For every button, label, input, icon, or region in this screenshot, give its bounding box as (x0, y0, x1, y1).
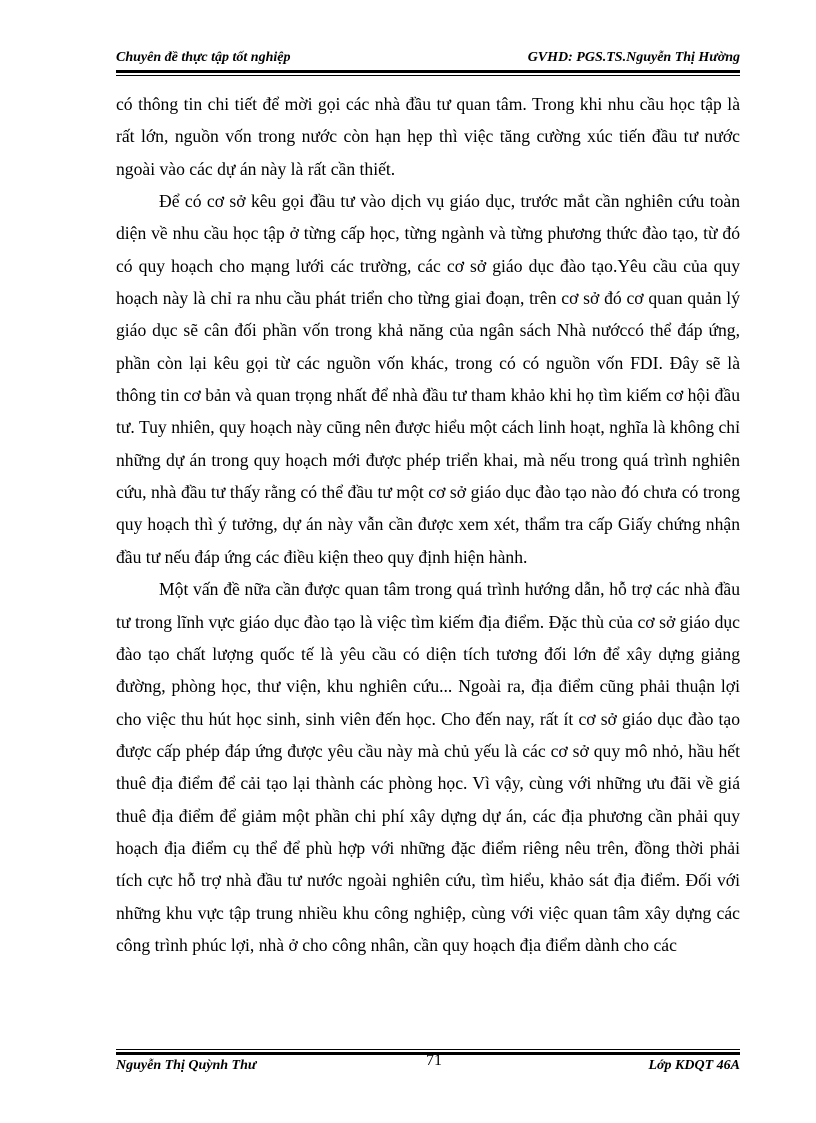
header-supervisor: GVHD: PGS.TS.Nguyễn Thị Hường (527, 50, 740, 65)
page-body (116, 88, 740, 961)
header-rule-thin (116, 75, 740, 76)
header-rule-thick (116, 70, 740, 73)
page-header (116, 48, 740, 72)
header-document-title: Chuyên đề thực tập tốt nghiệp (116, 50, 291, 65)
page-footer (116, 1052, 740, 1078)
paragraph-location-search: Một vấn đề nữa cần được quan tâm trong quá trình hướng dẫn, hỗ trợ các nhà đầu tư trong lĩnh vực giáo dục đào tạo là việc tìm kiếm địa điểm. Đặc thù của cơ sở giáo dục đào tạo chất lượng quốc tế là yêu cầu có diện tích tương đối lớn để xây dựng giảng đường, phòng học, thư viện, khu nghiên cứu... Ngoài ra, địa điểm cũng phải thuận lợi cho việc thu hút học sinh, sinh viên đến học. Cho đến nay, rất ít cơ sở giáo dục đào tạo được cấp phép đáp ứng được yêu cầu này mà chủ yếu là các cơ sở quy mô nhỏ, hầu hết thuê địa điểm để cải tạo lại thành các phòng học. Vì vậy, cùng với những ưu đãi về giá thuê địa điểm để giảm một phần chi phí xây dựng dự án, các địa phương cần phải quy hoạch địa điểm cụ thể để phù hợp với những đặc điểm riêng nêu trên, đồng thời phải tích cực hỗ trợ nhà đầu tư nước ngoài nghiên cứu, tìm hiểu, khảo sát địa điểm. Đối với những khu vực tập trung nhiều khu công nghiệp, cùng với việc quan tâm xây dựng các công trình phúc lợi, nhà ở cho công nhân, cần quy hoạch địa điểm dành cho các (116, 579, 740, 955)
paragraph-continuation: có thông tin chi tiết để mời gọi các nhà đầu tư quan tâm. Trong khi nhu cầu học tập là rất lớn, nguồn vốn trong nước còn hạn hẹp thì việc tăng cường xúc tiến đầu tư nước ngoài vào các dự án này là rất cần thiết. (116, 94, 740, 179)
footer-rule-thin (116, 1049, 740, 1050)
page-number: 71 (426, 1052, 442, 1069)
footer-class: Lớp KDQT 46A (648, 1058, 740, 1073)
paragraph-investment-planning: Để có cơ sở kêu gọi đầu tư vào dịch vụ giáo dục, trước mắt cần nghiên cứu toàn diện về nhu cầu học tập ở từng cấp học, từng ngành và từng phương thức đào tạo, từ đó có quy hoạch cho mạng lưới các trường, các cơ sở giáo dục đào tạo.Yêu cầu của quy hoạch này là chỉ ra nhu cầu phát triển cho từng giai đoạn, trên cơ sở đó cơ quan quản lý giáo dục sẽ cân đối phần vốn trong khả năng của ngân sách Nhà nướccó thể đáp ứng, phần còn lại kêu gọi từ các nguồn vốn khác, trong có có nguồn vốn FDI. Đây sẽ là thông tin cơ bản và quan trọng nhất để nhà đầu tư tham khảo khi họ tìm kiếm cơ hội đầu tư. Tuy nhiên, quy hoạch này cũng nên được hiểu một cách linh hoạt, nghĩa là không chỉ những dự án trong quy hoạch mới được phép triển khai, mà nếu trong quá trình nghiên cứu, nhà đầu tư thấy rằng có thể đầu tư một cơ sở giáo dục đào tạo nào đó chưa có trong quy hoạch thì ý tưởng, dự án này vẫn cần được xem xét, thẩm tra cấp Giấy chứng nhận đầu tư nếu đáp ứng các điều kiện theo quy định hiện hành. (116, 191, 740, 567)
footer-author: Nguyễn Thị Quỳnh Thư (116, 1058, 257, 1073)
